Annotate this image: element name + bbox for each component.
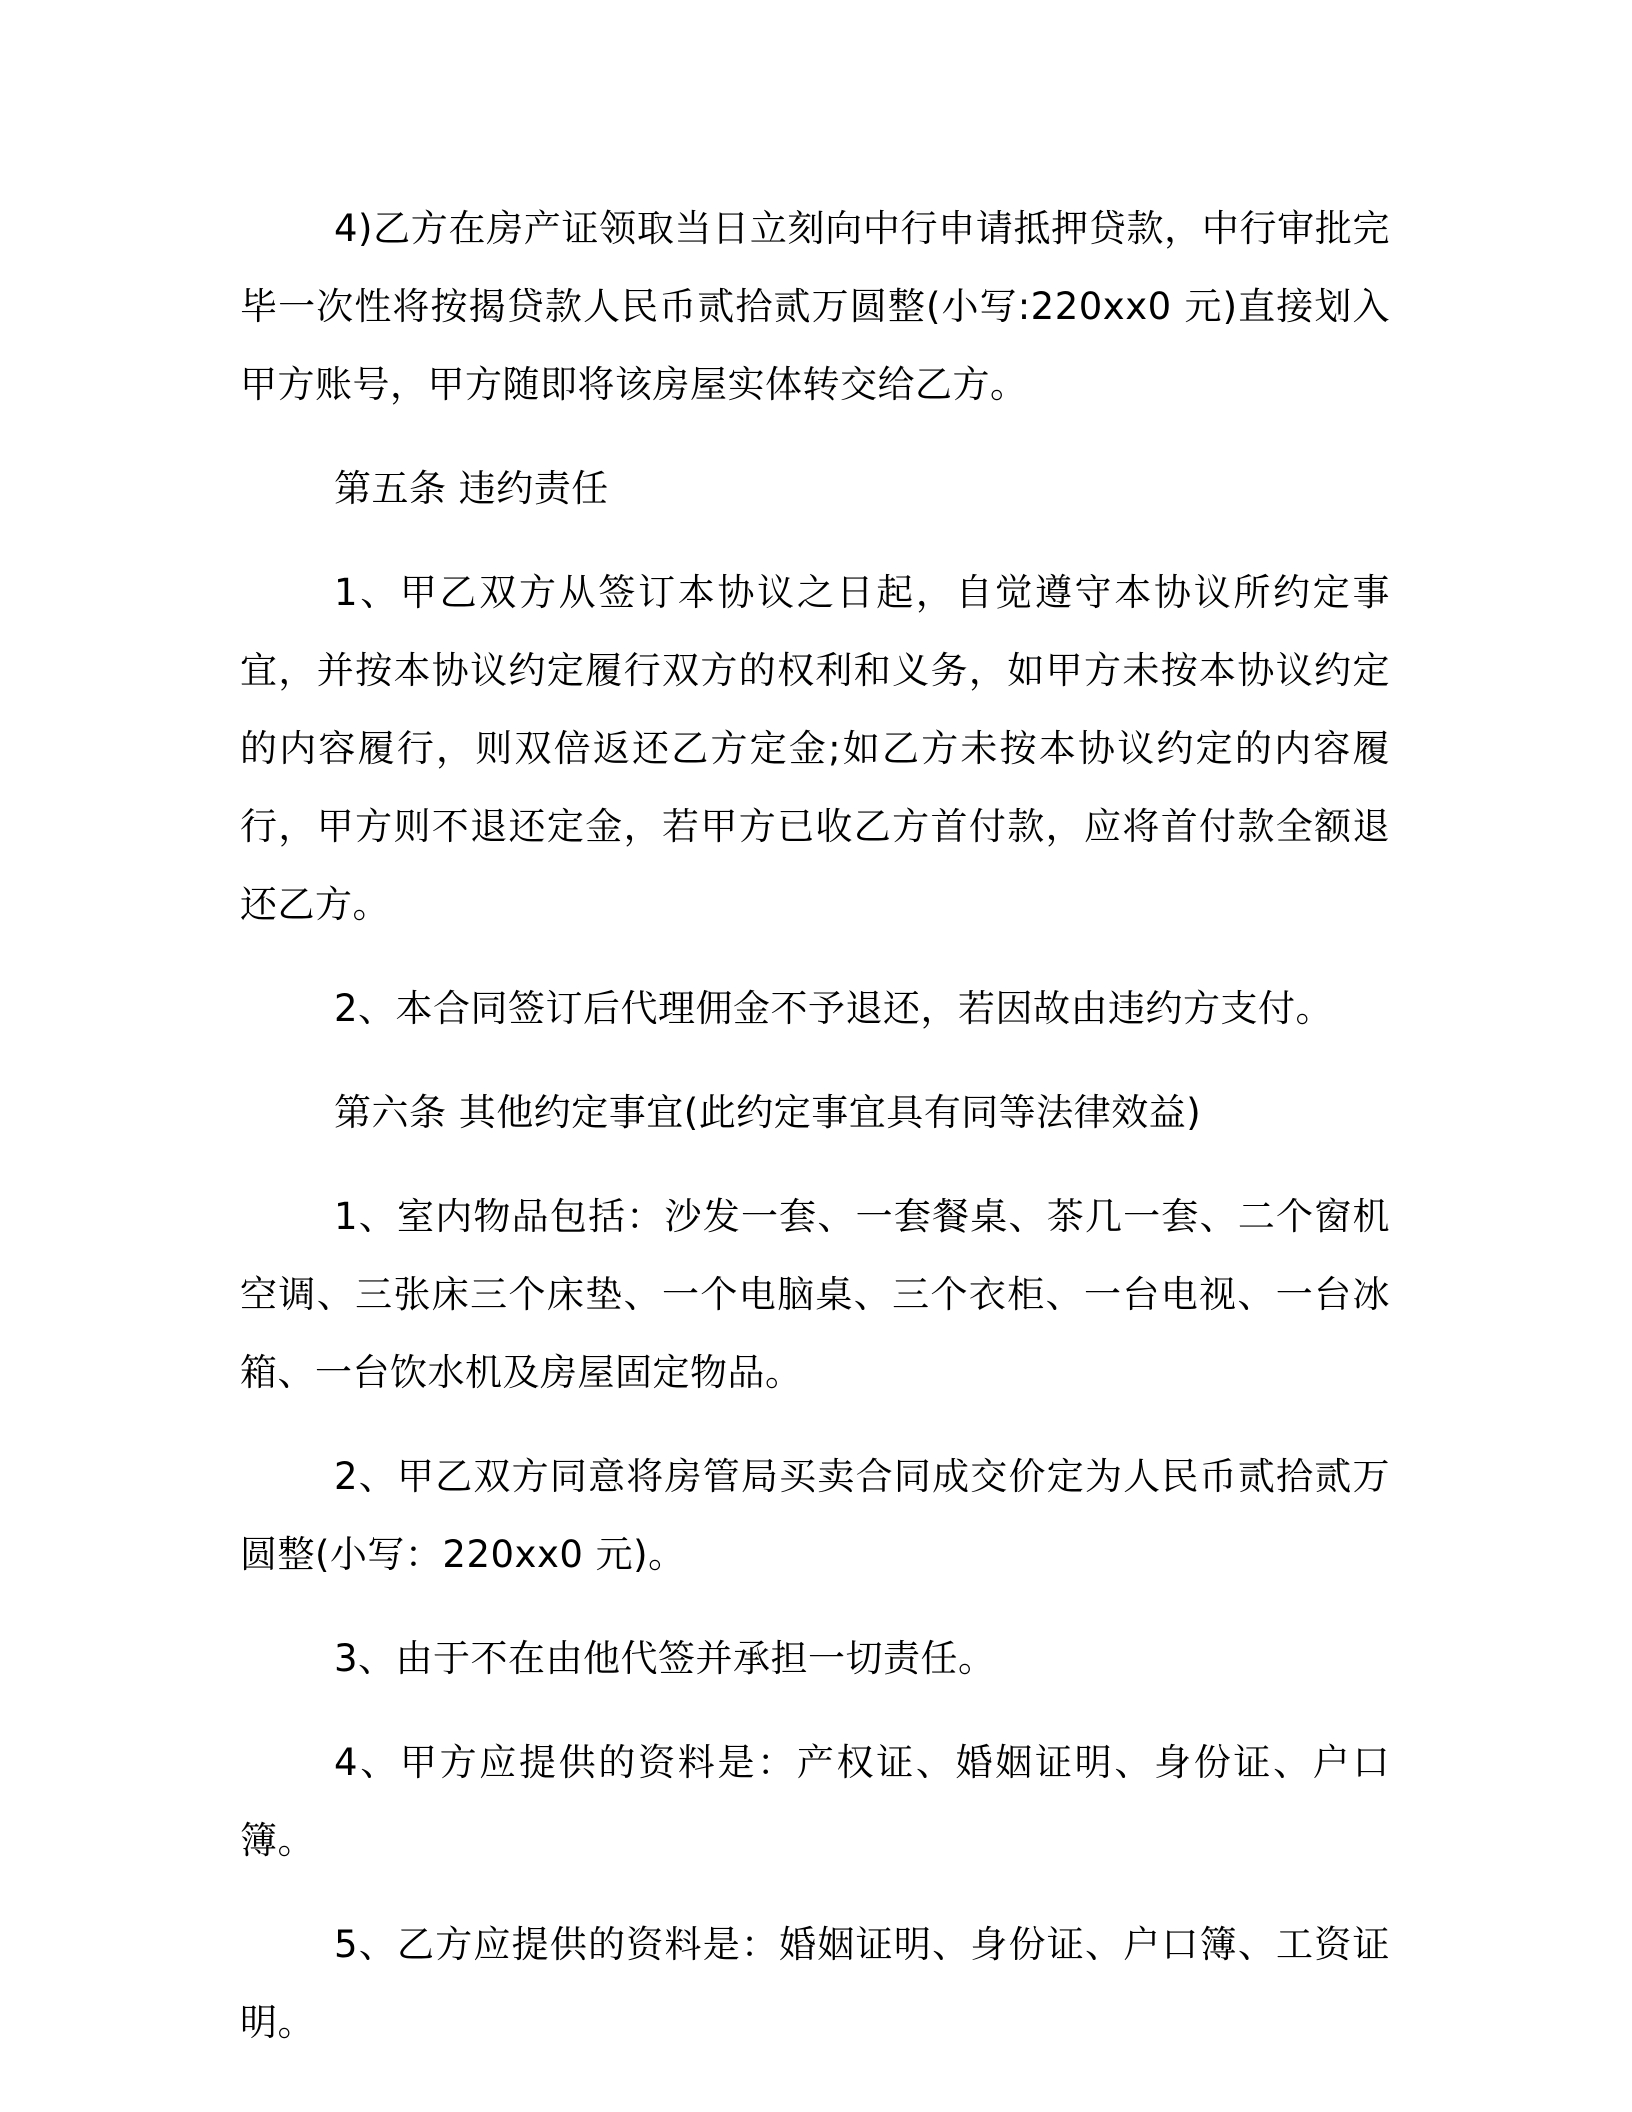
paragraph-party-b-documents: 5、乙方应提供的资料是：婚姻证明、身份证、户口簿、工资证明。 [240,1923,1390,2044]
paragraph-breach-deposit: 1、甲乙双方从签订本协议之日起，自觉遵守本协议所约定事宜，并按本协议约定履行双方的权利和义务，如甲方未按本协议约定的内容履行，则双倍返还乙方定金;如乙方未按本协议约定的内容履行，甲方则不退还定金，若甲方已收乙方首付款，应将首付款全额退还乙方。 [240,571,1390,926]
document-body [240,190,1390,2088]
paragraph-indoor-items: 1、室内物品包括：沙发一套、一套餐桌、茶几一套、二个窗机空调、三张床三个床垫、一个电脑桌、三个衣柜、一台电视、一台冰箱、一台饮水机及房屋固定物品。 [240,1195,1390,1394]
section-heading-breach-liability: 第五条 违约责任 [334,467,609,510]
paragraph-loan-transfer: 4)乙方在房产证领取当日立刻向中行申请抵押贷款，中行审批完毕一次性将按揭贷款人民币贰拾贰万圆整(小写:220xx0 元)直接划入甲方账号，甲方随即将该房屋实体转交给乙方。 [240,207,1390,406]
section-heading-other-matters: 第六条 其他约定事宜(此约定事宜具有同等法律效益) [334,1091,1202,1134]
paragraph-party-a-documents: 4、甲方应提供的资料是：产权证、婚姻证明、身份证、户口簿。 [240,1741,1390,1862]
paragraph-agency-commission: 2、本合同签订后代理佣金不予退还，若因故由违约方支付。 [334,987,1334,1030]
paragraph-contract-price: 2、甲乙双方同意将房管局买卖合同成交价定为人民币贰拾贰万圆整(小写：220xx0 元)。 [240,1455,1390,1576]
paragraph-proxy-signing: 3、由于不在由他代签并承担一切责任。 [334,1637,996,1680]
